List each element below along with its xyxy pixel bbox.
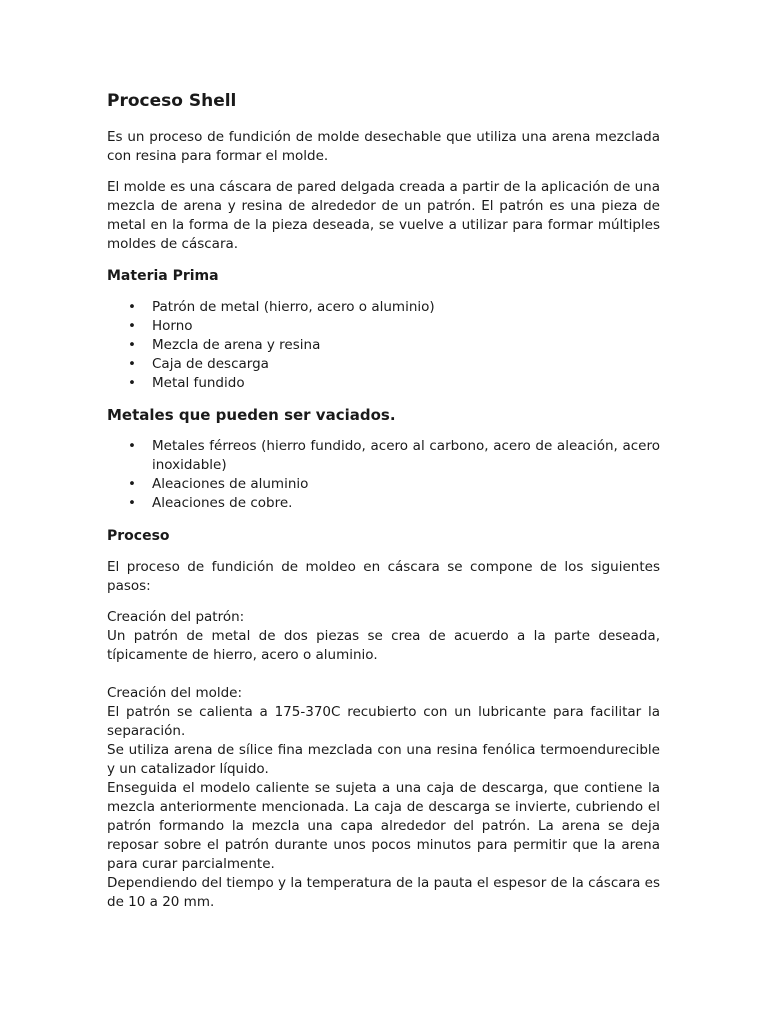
- list-item: • Aleaciones de aluminio: [128, 476, 309, 492]
- materia-prima-heading: Materia Prima: [107, 268, 219, 284]
- creacion-molde-paragraph-4: Dependiendo del tiempo y la temperatura de la pauta el espesor de la cáscara es de 10 a 20 mm.: [107, 875, 660, 910]
- bullet-icon: •: [128, 438, 136, 454]
- creacion-molde-label: Creación del molde:: [107, 685, 243, 701]
- list-item: • Mezcla de arena y resina: [128, 337, 321, 353]
- creacion-patron-label: Creación del patrón:: [107, 609, 245, 625]
- metales-list: [107, 437, 660, 513]
- document-page: [107, 88, 660, 912]
- list-item: • Horno: [128, 318, 193, 334]
- bullet-icon: •: [128, 476, 136, 492]
- intro-paragraph-2: El molde es una cáscara de pared delgada creada a partir de la aplicación de una mezcla de arena y resina de alrededor de un patrón. El patrón es una pieza de metal en la forma de la pieza deseada, se vuelve a utilizar para formar múltiples moldes de cáscara.: [107, 179, 660, 252]
- bullet-icon: •: [128, 495, 136, 511]
- bullet-icon: •: [128, 337, 136, 353]
- bullet-icon: •: [128, 375, 136, 391]
- materia-prima-list: [107, 298, 660, 393]
- creacion-molde-paragraph-1: El patrón se calienta a 175-370C recubierto con un lubricante para facilitar la separación.: [107, 704, 660, 739]
- metales-heading: Metales que pueden ser vaciados.: [107, 406, 396, 424]
- list-item: • Aleaciones de cobre.: [128, 495, 293, 511]
- bullet-icon: •: [128, 299, 136, 315]
- bullet-icon: •: [128, 356, 136, 372]
- list-item: • Patrón de metal (hierro, acero o aluminio): [128, 299, 435, 315]
- proceso-heading: Proceso: [107, 528, 170, 544]
- list-item: • Metal fundido: [128, 375, 245, 391]
- creacion-patron-text: Un patrón de metal de dos piezas se crea de acuerdo a la parte deseada, típicamente de hierro, acero o aluminio.: [107, 628, 660, 663]
- proceso-intro: El proceso de fundición de moldeo en cáscara se compone de los siguientes pasos:: [107, 559, 660, 594]
- creacion-molde-paragraph-2: Se utiliza arena de sílice fina mezclada con una resina fenólica termoendurecible y un catalizador líquido.: [107, 742, 660, 777]
- page-title: Proceso Shell: [107, 91, 237, 111]
- list-item: • Caja de descarga: [128, 356, 269, 372]
- bullet-icon: •: [128, 318, 136, 334]
- list-item: • Metales férreos (hierro fundido, acero al carbono, acero de aleación, acero inoxidable): [128, 438, 660, 473]
- intro-paragraph-1: Es un proceso de fundición de molde desechable que utiliza una arena mezclada con resina para formar el molde.: [107, 129, 660, 164]
- creacion-molde-paragraph-3: Enseguida el modelo caliente se sujeta a una caja de descarga, que contiene la mezcla anteriormente mencionada. La caja de descarga se invierte, cubriendo el patrón formando la mezcla una capa alrededor del patrón. La arena se deja reposar sobre el patrón durante unos pocos minutos para permitir que la arena para curar parcialmente.: [107, 780, 660, 872]
